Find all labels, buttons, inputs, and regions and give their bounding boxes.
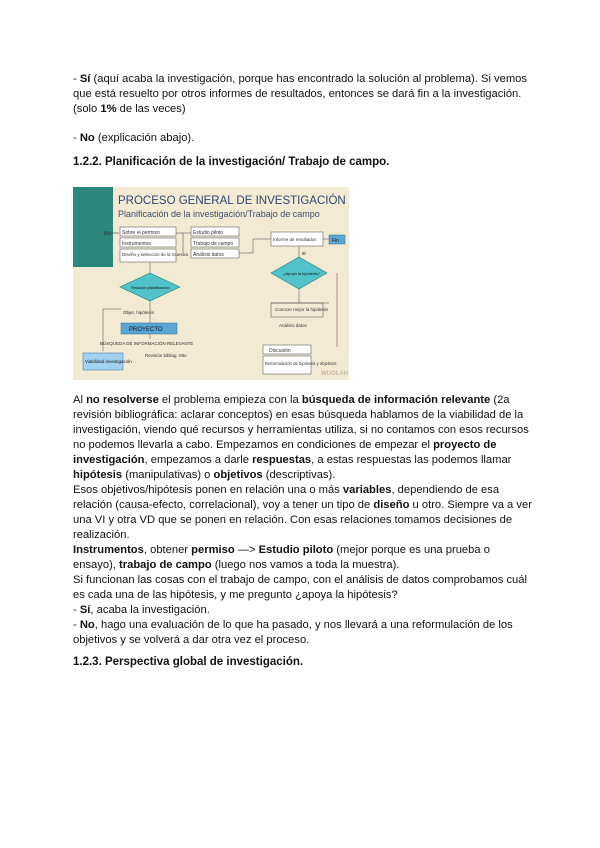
process-diagram-svg [73, 187, 349, 380]
paragraph-variables [73, 483, 533, 543]
dash: - [73, 132, 80, 144]
diamond-apoya-label: ¿Apoya la hipótesis? [283, 271, 321, 276]
text: (explicación abajo). [94, 132, 195, 144]
bold-no: No [79, 132, 95, 144]
paragraph-funcionan: Si funcionan las cosas con el trabajo de campo, con el análisis de datos comprobamos cuál es cada una de las hipótesis, y me pregunto ¿apoya la hipótesis? [73, 574, 527, 601]
text: , hago una evaluación de lo que ha pasado, y nos llevará a una reformulación de los objetivos y se volverá a dar otra vez el proceso. [73, 619, 513, 646]
bold-si: Sí [79, 73, 91, 85]
box-discusion-label: Discusión [269, 348, 291, 354]
box-diseno-label: Diseño y selección de la muestra [122, 252, 189, 257]
paragraph-instrumentos [73, 543, 533, 573]
box-conocer-label: Conocer mejor la hipótesis [275, 307, 329, 312]
top-text-block [73, 72, 533, 146]
bold-respuestas: respuestas [252, 454, 312, 466]
text: (descriptivas). [262, 469, 336, 481]
bold-instrumentos: Instrumentos [73, 544, 144, 556]
box-informe-label: Informe de resultados [273, 237, 317, 242]
bold-hipotesis: hipótesis [73, 469, 123, 481]
busqueda-label: BÚSQUEDA DE INFORMACIÓN RELEVANTE [100, 341, 194, 346]
text: , acaba la investigación. [90, 604, 210, 616]
box-trabajo-campo-label: Trabajo de campo [193, 241, 234, 247]
text: u otro. Siempre va a ver una VI y otra VD que se ponen en relación. Con esas relaciones tomamos decisiones de realización. [73, 499, 532, 541]
text: (2a revisión bibliográfica: aclarar conceptos) en esas búsqueda hablamos de la viabilidad de la investigación, viendo qué recursos y herramientas utiliza, si no contamos con esos recursos no podemos llevarla a cabo. Empezamos en condiciones de empezar el [73, 394, 529, 451]
diagram-subtitle: Planificación de la investigación/Trabajo de campo [118, 209, 320, 219]
bold-objetivos: objetivos [213, 469, 263, 481]
paragraph-si-acaba [73, 603, 533, 618]
box-instrumentos-label: Instrumentos [122, 241, 151, 247]
dash: - [73, 73, 80, 85]
bold-estudio-piloto: Estudio piloto [258, 544, 334, 556]
paragraph-si [73, 72, 533, 117]
objet-hipotesis-label: Objet. hipótesis [123, 310, 155, 315]
diamond-planificacion-label: Relación planificación [131, 285, 170, 290]
bold-permiso: permiso [191, 544, 235, 556]
text: , empezamos a darle [144, 454, 253, 466]
text: Esos objetivos/hipótesis ponen en relación una o más [73, 484, 343, 496]
bold-no: No [79, 619, 95, 631]
paragraph-no-evaluacion [73, 618, 533, 648]
box-proyecto-label: PROYECTO [129, 327, 163, 333]
paragraph-no [73, 131, 533, 146]
dash: - [73, 604, 80, 616]
bold-si: Sí [79, 604, 91, 616]
bold-no-resolverse: no resolverse [86, 394, 159, 406]
bold-trabajo-campo: trabajo de campo [119, 559, 212, 571]
text: , obtener [143, 544, 192, 556]
box-fin-label: Fin [332, 238, 339, 244]
text: (mejor porque es una prueba o ensayo), [73, 544, 490, 571]
text: (manipulativas) o [122, 469, 214, 481]
process-diagram-image [73, 187, 349, 380]
box-permiso-label: Sobre el permiso [122, 230, 160, 236]
text: (luego nos vamos a toda la muestra). [211, 559, 400, 571]
bold-busqueda: búsqueda de información relevante [301, 394, 491, 406]
bold-variables: variables [342, 484, 392, 496]
box-reformulacion-label: Reformulación de hipótesis y objetivos [265, 361, 337, 366]
section-heading-1-2-3: 1.2.3. Perspectiva global de investigación. [73, 656, 304, 668]
text: , dependiendo de esa relación (causa-efecto, correlacional), voy a tener un tipo de [73, 484, 500, 511]
body-text-block [73, 393, 533, 648]
box-analisis-datos-label: Análisis datos [193, 252, 224, 258]
text: Al [73, 394, 87, 406]
text: de las veces) [116, 103, 186, 115]
paragraph-busqueda [73, 393, 533, 483]
text: el problema empieza con la [158, 394, 302, 406]
dash: - [73, 619, 80, 631]
text: (aquí acaba la investigación, porque has encontrado la solución al problema). Si vemos que está resuelto por otros informes de resultados, entonces se dará fin a la investigación. (solo [73, 73, 527, 115]
analisis-label: Análisis datos [279, 323, 307, 328]
diagram-title: PROCESO GENERAL DE INVESTIGACIÓN [118, 195, 346, 207]
bold-diseno: diseño [373, 499, 410, 511]
text: , a estas respuestas las podemos llamar [311, 454, 512, 466]
wuolah-watermark: WUOLAH [321, 371, 348, 377]
box-estudio-piloto-label: Estudio piloto [193, 230, 224, 236]
box-viabilidad-label: Viabilidad investigación [85, 359, 132, 364]
revision-label: Revisión bibliog. Mto [145, 353, 187, 358]
si-label: si [302, 251, 306, 257]
section-heading-1-2-2: 1.2.2. Planificación de la investigación/ Trabajo de campo. [73, 156, 390, 168]
bold-percent: 1% [100, 103, 117, 115]
no-label: no [104, 231, 111, 237]
bold-proyecto: proyecto de investigación [73, 439, 497, 466]
text: —> [234, 544, 259, 556]
